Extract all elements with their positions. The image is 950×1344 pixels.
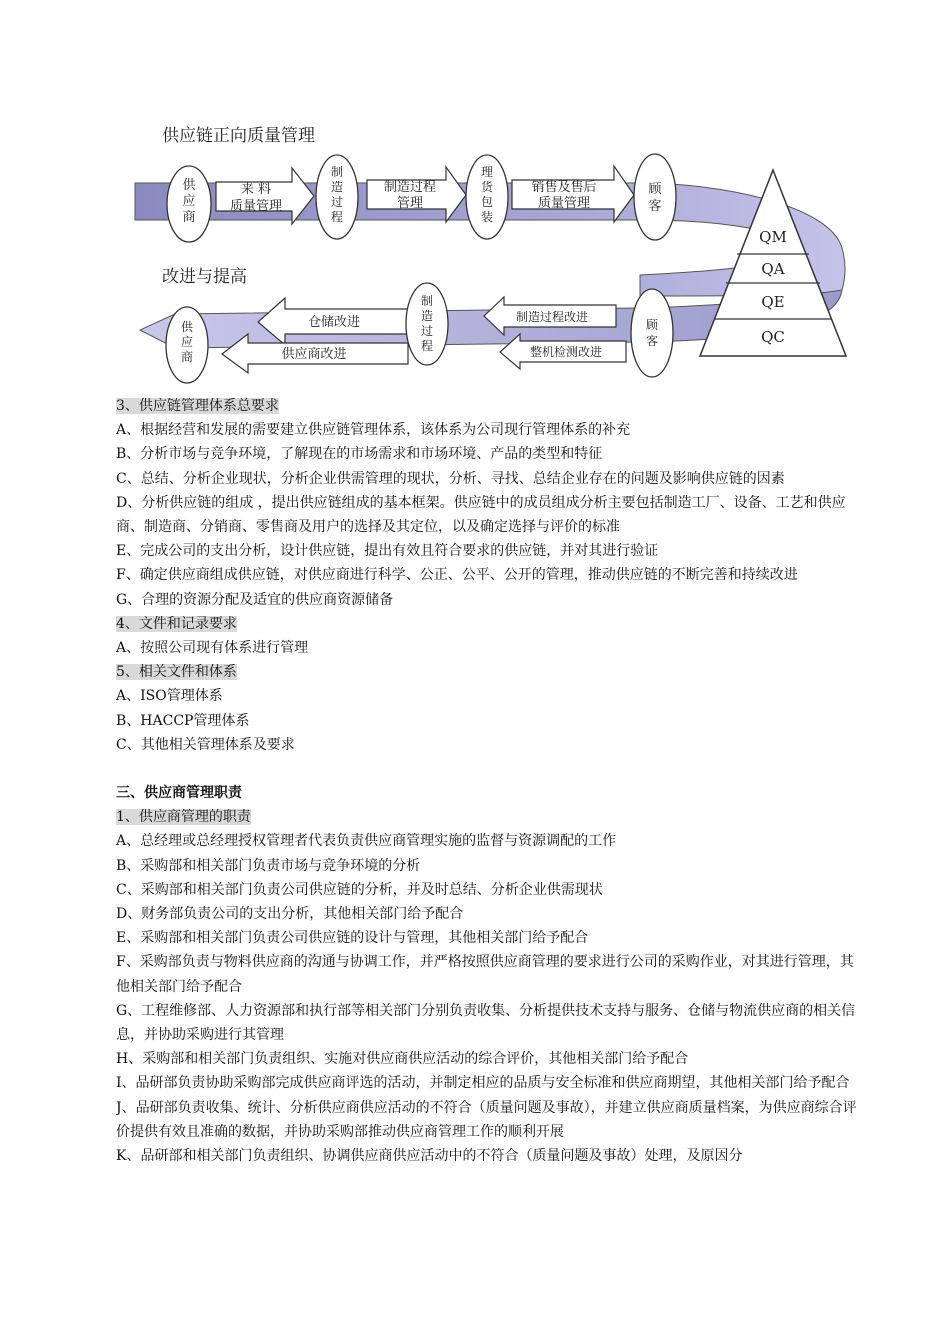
svg-text:管理: 管理 (396, 196, 424, 211)
item-3c: C、总结、分析企业现状，分析企业供需管理的现状，分析、寻找、总结企业存在的问题及影响供应链的因素 (116, 470, 785, 487)
supply-chain-diagram (0, 0, 950, 392)
node-packing (466, 155, 508, 239)
duty-h: H、采购部和相关部门负责组织、实施对供应商供应活动的综合评价，其他相关部门给予配合 (116, 1051, 689, 1068)
svg-text:客: 客 (648, 199, 662, 214)
pyramid-qa: QA (761, 260, 785, 278)
item-4a: A、按照公司现有体系进行管理 (116, 640, 309, 657)
heading-3-requirements: 3、供应链管理体系总要求 (116, 398, 279, 414)
svg-text:理: 理 (480, 165, 494, 179)
svg-text:质量管理: 质量管理 (537, 196, 591, 211)
node-customer-bottom (631, 289, 673, 377)
svg-text:程: 程 (330, 210, 344, 224)
svg-text:制: 制 (330, 165, 344, 179)
item-3a: A、根据经营和发展的需要建立供应链管理体系，该体系为公司现行管理体系的补充 (116, 422, 631, 439)
item-3f: F、确定供应商组成供应链，对供应商进行科学、公正、公平、公开的管理，推动供应链的不断完善和持续改进 (116, 567, 798, 584)
svg-text:制造过程: 制造过程 (383, 180, 437, 195)
heading-4-records: 4、文件和记录要求 (116, 615, 237, 632)
svg-text:造: 造 (420, 309, 434, 323)
svg-text:装: 装 (480, 210, 494, 224)
node-supplier-bottom (166, 307, 208, 383)
svg-text:客: 客 (645, 334, 659, 348)
duty-c: C、采购部和相关部门负责公司供应链的分析，并及时总结、分析企业供需现状 (116, 881, 603, 898)
svg-text:程: 程 (420, 339, 434, 353)
svg-text:顾: 顾 (648, 182, 662, 197)
duty-j: J、品研部负责收集、统计、分析供应商供应活动的不符合（质量问题及事故），并建立供应商质量档案，为供应商综合评价提供有效且准确的数据，并协助采购部推动供应商管理工作的顺利开展 (116, 1099, 857, 1140)
svg-text:应: 应 (180, 335, 194, 349)
node-customer-top (634, 154, 676, 240)
svg-text:货: 货 (480, 180, 494, 194)
duty-a: A、总经理或总经理授权管理者代表负责供应商管理实施的监督与资源调配的工作 (116, 833, 617, 850)
node-supplier-top (167, 166, 211, 242)
svg-text:制造过程改进: 制造过程改进 (515, 310, 589, 324)
svg-text:包: 包 (480, 195, 494, 209)
svg-text:造: 造 (330, 180, 344, 194)
item-3d: D、分析供应链的组成 ，提出供应链组成的基本框架。供应链中的成员组成分析主要包括制造工厂、设备、工艺和供应商、制造商、分销商、零售商及用户的选择及其定位，以及确定选择与评价的标准 (116, 494, 846, 536)
svg-text:过: 过 (330, 195, 344, 209)
svg-text:应: 应 (182, 194, 196, 209)
duty-k: K、品研部和相关部门负责组织、协调供应商供应活动中的不符合（质量问题及事故）处理，及原因分 (116, 1148, 743, 1165)
duty-f: F、采购部负责与物料供应商的沟通与协调工作，并严格按照供应商管理的要求进行公司的采购作业，对其进行管理，其他相关部门给予配合 (116, 954, 854, 995)
svg-text:整机检测改进: 整机检测改进 (529, 345, 603, 359)
heading-5-documents: 5、相关文件和体系 (116, 664, 237, 681)
svg-text:仓储改进: 仓储改进 (307, 315, 361, 330)
pyramid-qm: QM (759, 228, 787, 246)
diagram-title-improve: 改进与提高 (162, 267, 247, 287)
duty-e: E、采购部和相关部门负责公司供应链的设计与管理，其他相关部门给予配合 (116, 930, 589, 947)
item-5b: B、HACCP管理体系 (116, 712, 250, 729)
svg-text:商: 商 (182, 210, 196, 225)
section-3-title: 三、供应商管理职责 (116, 785, 242, 802)
diagram-title-forward: 供应链正向质量管理 (162, 126, 315, 146)
duty-d: D、财务部负责公司的支出分析，其他相关部门给予配合 (116, 906, 464, 923)
item-5a: A、ISO管理体系 (116, 688, 223, 705)
pyramid-qc: QC (761, 328, 785, 346)
svg-text:供: 供 (182, 178, 196, 193)
duty-b: B、采购部和相关部门负责市场与竞争环境的分析 (116, 857, 421, 874)
pyramid-qe: QE (761, 293, 785, 311)
svg-text:顾: 顾 (645, 318, 659, 332)
svg-text:来 料: 来 料 (240, 182, 272, 197)
svg-text:质量管理: 质量管理 (229, 199, 283, 214)
svg-text:制: 制 (420, 294, 434, 308)
item-5c: C、其他相关管理体系及要求 (116, 736, 295, 753)
heading-3-1-duties: 1、供应商管理的职责 (116, 809, 251, 826)
node-manufacturing-bottom (406, 283, 448, 365)
item-3b: B、分析市场与竞争环境，了解现在的市场需求和市场环境、产品的类型和特征 (116, 446, 603, 463)
duty-i: I、品研部负责协助采购部完成供应商评选的活动，并制定相应的品质与安全标准和供应商期望，其他相关部门给予配合 (116, 1075, 850, 1092)
svg-text:供应商改进: 供应商改进 (281, 347, 347, 362)
item-3g: G、合理的资源分配及适宜的供应商资源储备 (116, 591, 394, 608)
svg-text:商: 商 (180, 350, 194, 364)
svg-text:销售及售后: 销售及售后 (531, 180, 597, 195)
node-manufacturing-top (316, 155, 358, 239)
svg-text:过: 过 (420, 324, 434, 338)
svg-text:供: 供 (180, 320, 194, 334)
document-body (116, 394, 866, 1168)
item-3e: E、完成公司的支出分析，设计供应链，提出有效且符合要求的供应链，并对其进行验证 (116, 543, 659, 560)
duty-g: G、工程维修部、人力资源部和执行部等相关部门分别负责收集、分析提供技术支持与服务、仓储与物流供应商的相关信息，并协助采购进行其管理 (116, 1002, 856, 1044)
